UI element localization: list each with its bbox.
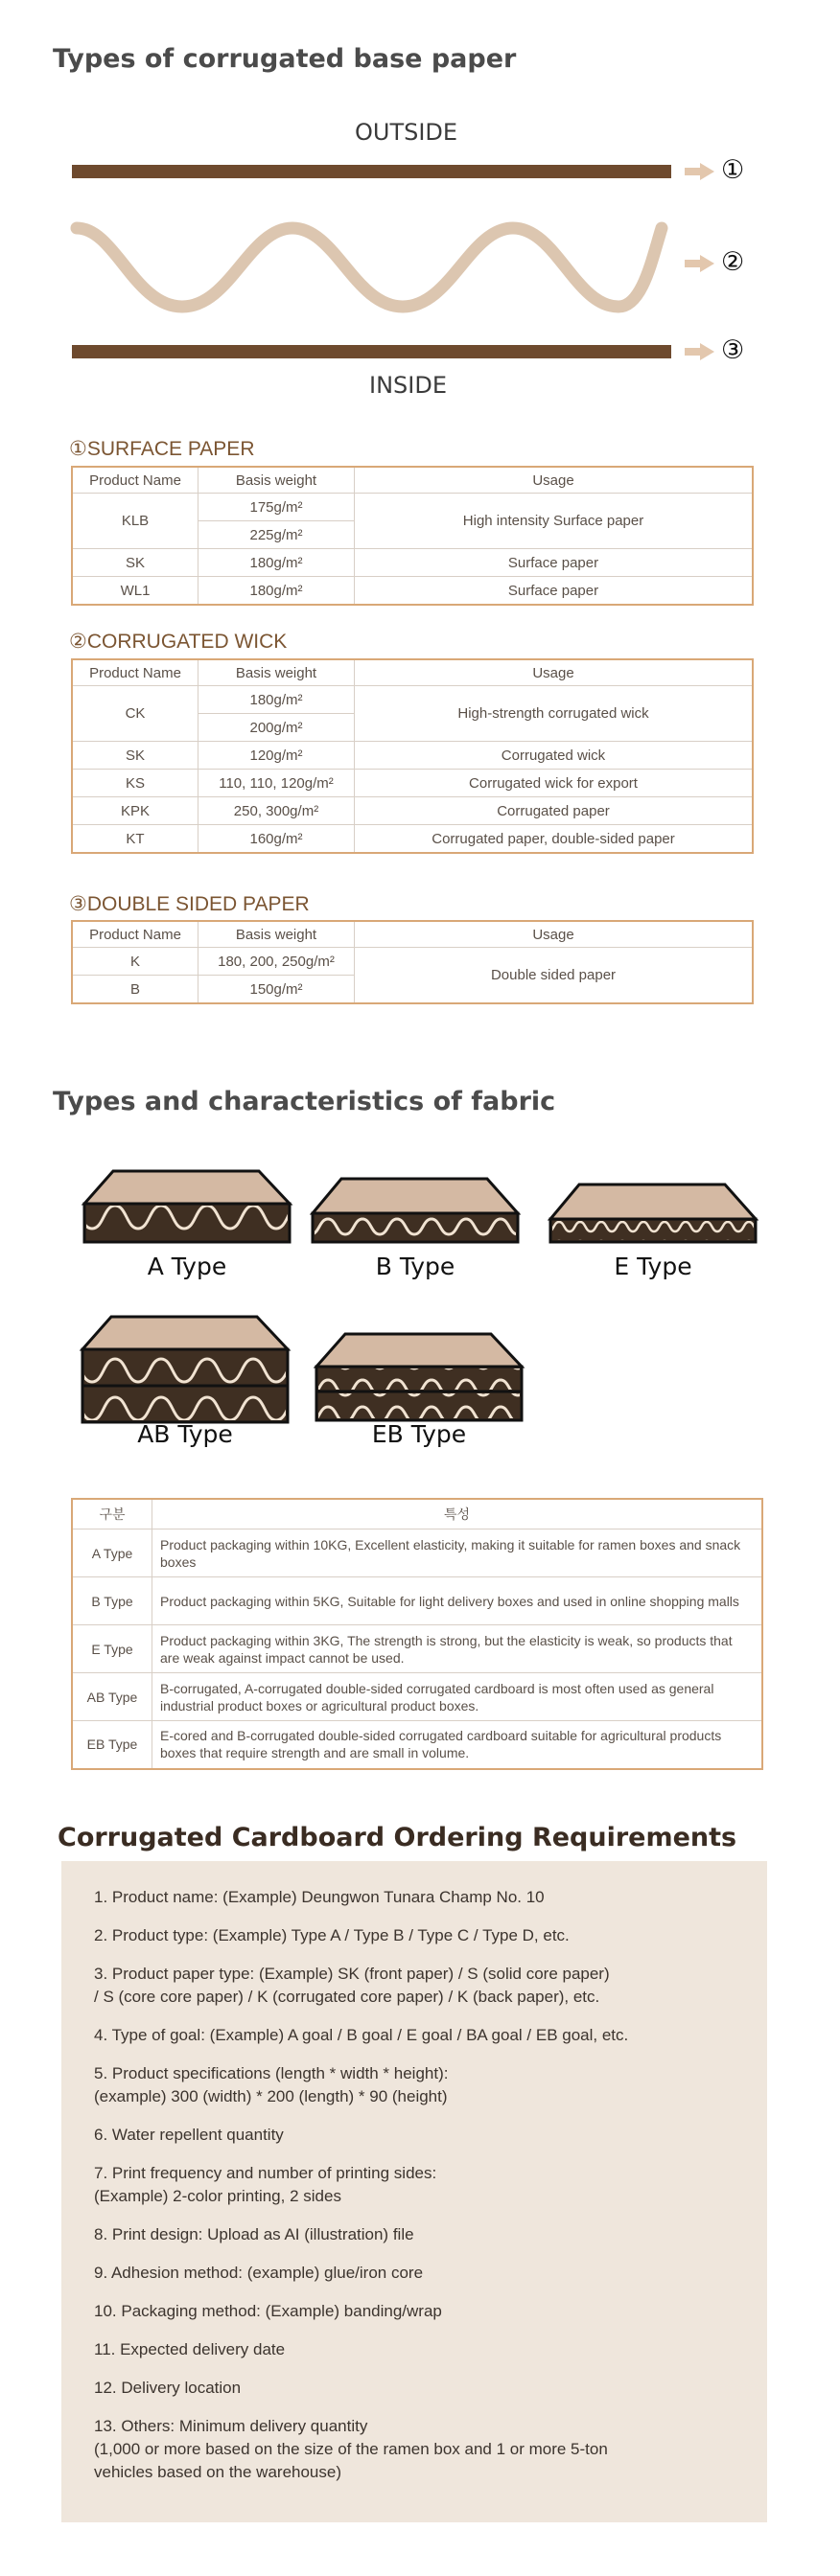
- table-cell: E-cored and B-corrugated double-sided corrugated cardboard suitable for agricultural products boxes that require strength and are small in volume.: [152, 1721, 763, 1769]
- header-usage: Usage: [355, 467, 754, 494]
- table-cell: K: [72, 948, 198, 976]
- table-cell: 250, 300g/m²: [198, 797, 355, 825]
- b-type-board-icon: [313, 1179, 518, 1242]
- table-cell: 180, 200, 250g/m²: [198, 948, 355, 976]
- header-product-name: Product Name: [72, 921, 198, 948]
- table-cell: A Type: [72, 1530, 152, 1577]
- double-sided-title: ③DOUBLE SIDED PAPER: [69, 893, 310, 915]
- table-cell: 150g/m²: [198, 976, 355, 1004]
- list-item: 11. Expected delivery date: [94, 2340, 286, 2358]
- table-cell: KPK: [72, 797, 198, 825]
- table-cell: KLB: [72, 494, 198, 549]
- table-cell: Double sided paper: [355, 948, 754, 1004]
- base-paper-title: Types of corrugated base paper: [53, 44, 517, 74]
- table-cell: Product packaging within 3KG, The strength is strong, but the elasticity is weak, so products that are weak against impact cannot be used.: [152, 1625, 763, 1673]
- header-basis-weight: Basis weight: [198, 467, 355, 494]
- table-cell: Surface paper: [355, 577, 754, 606]
- arrow-icon: [685, 163, 714, 180]
- double-sided-table: [71, 920, 754, 1004]
- list-item: 12. Delivery location: [94, 2379, 242, 2397]
- table-cell: KT: [72, 825, 198, 854]
- table-cell: Corrugated wick: [355, 742, 754, 770]
- table-cell: 175g/m²: [198, 494, 355, 521]
- eb-type-board-icon: [316, 1334, 522, 1420]
- outside-label: OUTSIDE: [355, 119, 458, 146]
- header-characteristics: 특성: [152, 1499, 763, 1530]
- marker-3: ③: [721, 335, 745, 365]
- table-cell: 200g/m²: [198, 714, 355, 742]
- corrugated-wave: [77, 228, 662, 307]
- surface-paper-table: [71, 466, 754, 606]
- list-item: 8. Print design: Upload as AI (illustration) file: [94, 2225, 414, 2243]
- table-cell: E Type: [72, 1625, 152, 1673]
- b-type-label: B Type: [375, 1253, 455, 1280]
- header-usage: Usage: [355, 659, 754, 686]
- header-basis-weight: Basis weight: [198, 659, 355, 686]
- corrugated-wick-table: [71, 658, 754, 854]
- list-item: 1. Product name: (Example) Deungwon Tunara Champ No. 10: [94, 1888, 545, 1906]
- list-item: 13. Others: Minimum delivery quantity (1,000 or more based on the size of the ramen box and 1 or more 5-ton vehicles based on the warehouse): [94, 2417, 608, 2481]
- table-cell: SK: [72, 742, 198, 770]
- marker-2: ②: [721, 247, 745, 277]
- a-type-label: A Type: [147, 1253, 227, 1280]
- surface-paper-title: ①SURFACE PAPER: [69, 438, 255, 460]
- table-cell: Product packaging within 10KG, Excellent elasticity, making it suitable for ramen boxes and snack boxes: [152, 1530, 763, 1577]
- table-cell: 120g/m²: [198, 742, 355, 770]
- ordering-title: Corrugated Cardboard Ordering Requirements: [58, 1823, 737, 1852]
- outside-liner: [72, 165, 671, 178]
- header-product-name: Product Name: [72, 467, 198, 494]
- header-division: 구분: [72, 1499, 152, 1530]
- table-cell: EB Type: [72, 1721, 152, 1769]
- table-cell: WL1: [72, 577, 198, 606]
- list-item: 10. Packaging method: (Example) banding/wrap: [94, 2302, 442, 2320]
- table-cell: High-strength corrugated wick: [355, 686, 754, 742]
- table-cell: Product packaging within 5KG, Suitable for light delivery boxes and used in online shopping malls: [152, 1577, 763, 1625]
- list-item: 6. Water repellent quantity: [94, 2126, 284, 2144]
- e-type-board-icon: [550, 1184, 756, 1242]
- fabric-characteristics-table: [71, 1498, 763, 1770]
- list-item: 9. Adhesion method: (example) glue/iron core: [94, 2264, 424, 2282]
- table-cell: 180g/m²: [198, 686, 355, 714]
- list-item: 3. Product paper type: (Example) SK (front paper) / S (solid core paper) / S (core core paper) / K (corrugated core paper) / K (back paper), etc.: [94, 1965, 610, 2006]
- table-cell: 180g/m²: [198, 549, 355, 577]
- list-item: 7. Print frequency and number of printing sides: (Example) 2-color printing, 2 sides: [94, 2164, 437, 2205]
- ab-type-label: AB Type: [137, 1420, 233, 1448]
- table-cell: CK: [72, 686, 198, 742]
- header-product-name: Product Name: [72, 659, 198, 686]
- table-cell: B: [72, 976, 198, 1004]
- inside-liner: [72, 345, 671, 358]
- base-paper-diagram: [0, 153, 840, 402]
- eb-type-label: EB Type: [371, 1420, 467, 1448]
- e-type-label: E Type: [614, 1253, 692, 1280]
- a-type-board-icon: [84, 1171, 290, 1242]
- list-item: 4. Type of goal: (Example) A goal / B goal / E goal / BA goal / EB goal, etc.: [94, 2026, 629, 2044]
- arrow-icon: [685, 255, 714, 272]
- table-cell: AB Type: [72, 1673, 152, 1721]
- header-basis-weight: Basis weight: [198, 921, 355, 948]
- table-cell: Surface paper: [355, 549, 754, 577]
- header-usage: Usage: [355, 921, 754, 948]
- fabric-title: Types and characteristics of fabric: [53, 1087, 556, 1116]
- table-cell: B-corrugated, A-corrugated double-sided corrugated cardboard is most often used as general industrial product boxes or agricultural product boxes.: [152, 1673, 763, 1721]
- table-cell: 180g/m²: [198, 577, 355, 606]
- ordering-panel: [61, 1861, 767, 2522]
- table-cell: 160g/m²: [198, 825, 355, 854]
- table-cell: Corrugated paper, double-sided paper: [355, 825, 754, 854]
- list-item: 5. Product specifications (length * width * height): (example) 300 (width) * 200 (length) * 90 (height): [94, 2064, 449, 2105]
- table-cell: KS: [72, 770, 198, 797]
- arrow-icon: [685, 343, 714, 360]
- inside-label: INSIDE: [369, 372, 447, 399]
- corrugated-wick-title: ②CORRUGATED WICK: [69, 631, 288, 653]
- table-cell: Corrugated paper: [355, 797, 754, 825]
- fabric-types-diagram: [0, 1160, 840, 1428]
- table-cell: Corrugated wick for export: [355, 770, 754, 797]
- ab-type-board-icon: [82, 1317, 288, 1422]
- table-cell: B Type: [72, 1577, 152, 1625]
- table-cell: High intensity Surface paper: [355, 494, 754, 549]
- marker-1: ①: [721, 155, 745, 185]
- table-cell: 110, 110, 120g/m²: [198, 770, 355, 797]
- table-cell: 225g/m²: [198, 521, 355, 549]
- list-item: 2. Product type: (Example) Type A / Type B / Type C / Type D, etc.: [94, 1926, 570, 1944]
- table-cell: SK: [72, 549, 198, 577]
